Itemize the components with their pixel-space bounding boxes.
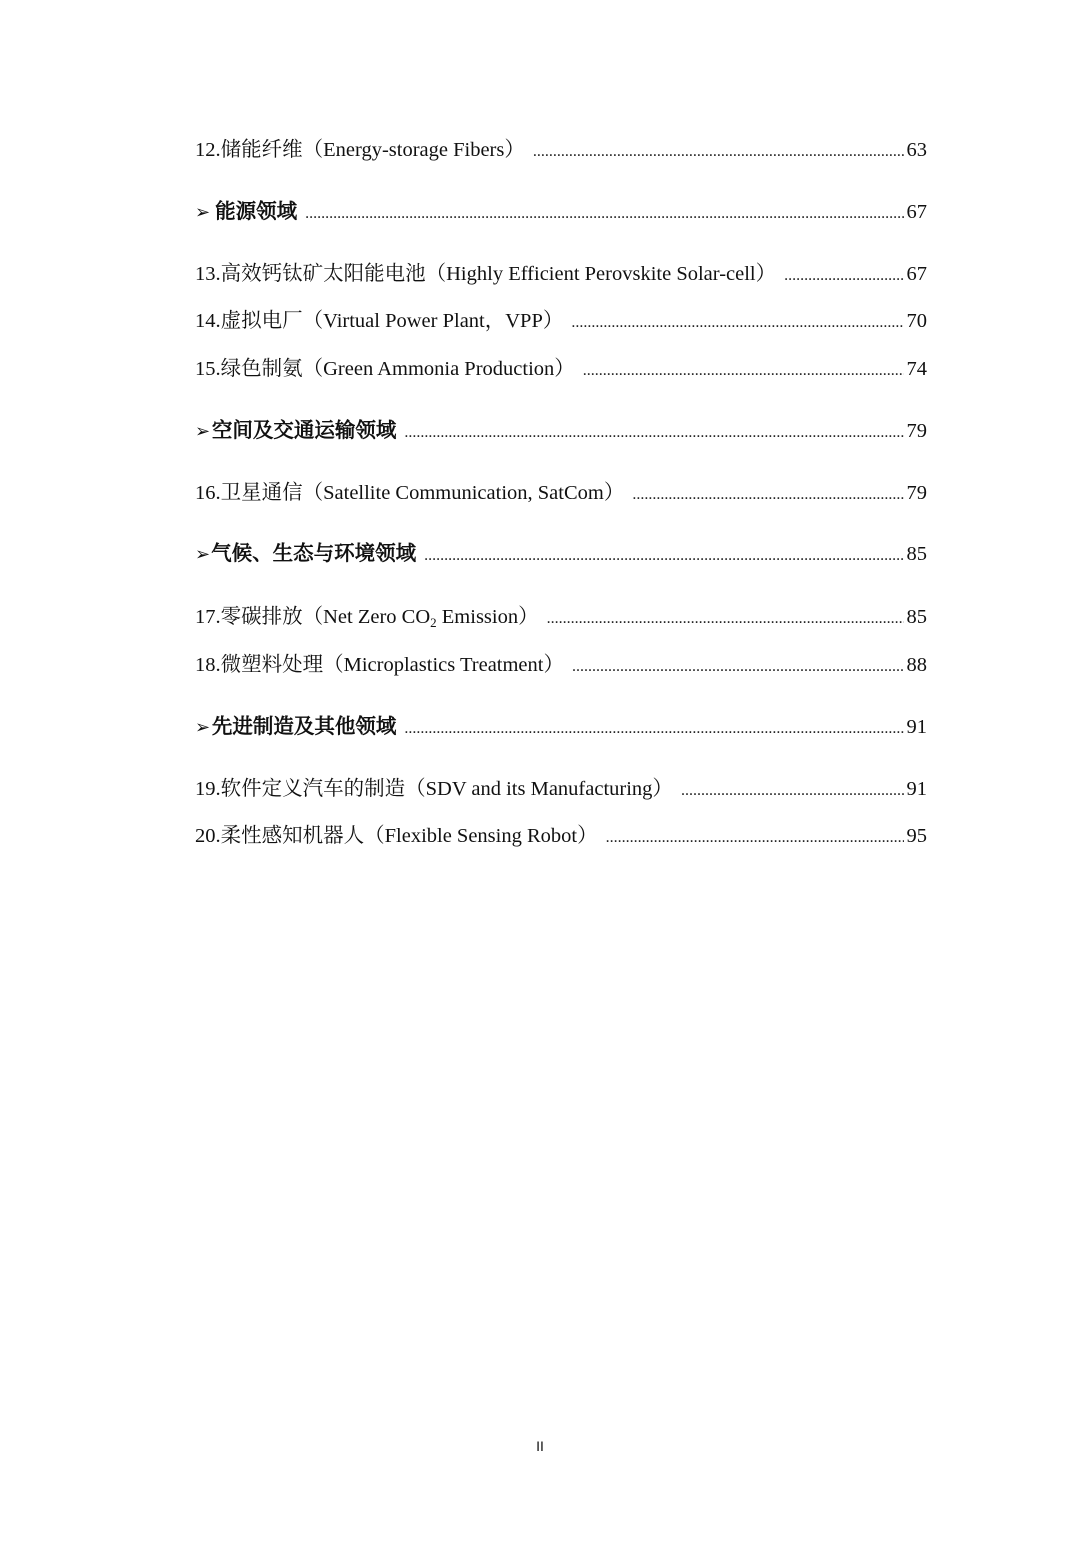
entry-number: 12.	[195, 139, 221, 161]
toc-entry-18[interactable]	[195, 651, 927, 681]
toc-entry-15[interactable]	[195, 355, 927, 385]
toc-section-energy[interactable]	[195, 198, 927, 228]
entry-number: 19.	[195, 778, 221, 800]
entry-page-number: 67	[906, 263, 927, 285]
entry-page-number: 88	[906, 654, 927, 676]
toc-section-climate-environment[interactable]	[195, 540, 927, 570]
arrow-bullet-icon: ➢	[195, 421, 211, 441]
dot-leader	[681, 775, 904, 805]
entry-number: 16.	[195, 482, 221, 504]
entry-number: 15.	[195, 358, 221, 380]
entry-number: 20.	[195, 825, 221, 847]
dot-leader	[305, 198, 903, 228]
section-title: 空间及交通运输领域	[211, 420, 397, 442]
dot-leader	[404, 713, 903, 743]
toc-entry-16[interactable]	[195, 479, 927, 509]
entry-page-number: 74	[906, 358, 927, 380]
section-title: 气候、生态与环境领域	[211, 543, 417, 565]
arrow-bullet-icon: ➢	[195, 717, 211, 737]
entry-title: 软件定义汽车的制造（SDV and its Manufacturing）	[220, 778, 673, 800]
dot-leader	[533, 136, 904, 166]
entry-number: 14.	[195, 310, 221, 332]
entry-number: 17.	[195, 606, 221, 628]
toc-entry-19[interactable]	[195, 775, 927, 805]
entry-number: 18.	[195, 654, 221, 676]
entry-title: 储能纤维（Energy-storage Fibers）	[220, 139, 525, 161]
footer-page-number: II	[536, 1438, 544, 1454]
toc-entry-20[interactable]	[195, 822, 927, 852]
toc-section-advanced-manufacturing[interactable]	[195, 713, 927, 743]
dot-leader	[424, 540, 903, 570]
toc-entry-12[interactable]	[195, 136, 927, 166]
arrow-bullet-icon: ➢	[195, 544, 211, 564]
section-page-number: 85	[906, 543, 927, 565]
dot-leader	[572, 651, 904, 681]
section-page-number: 67	[906, 201, 927, 223]
entry-title: 柔性感知机器人（Flexible Sensing Robot）	[220, 825, 598, 847]
toc-entry-17[interactable]	[195, 603, 927, 637]
section-page-number: 79	[906, 420, 927, 442]
toc-entry-13[interactable]	[195, 260, 927, 290]
subscript-text: 2	[430, 615, 437, 630]
arrow-bullet-icon: ➢	[195, 202, 211, 222]
entry-page-number: 91	[906, 778, 927, 800]
entry-number: 13.	[195, 263, 221, 285]
dot-leader	[583, 355, 904, 385]
dot-leader	[571, 307, 903, 337]
entry-title: 卫星通信（Satellite Communication, SatCom）	[220, 482, 625, 504]
entry-title: 高效钙钛矿太阳能电池（Highly Efficient Perovskite Solar-cell）	[220, 263, 777, 285]
dot-leader	[606, 822, 904, 852]
section-title: 能源领域	[215, 201, 298, 223]
entry-title-part: Emission）	[436, 606, 539, 628]
entry-page-number: 95	[906, 825, 927, 847]
dot-leader	[784, 260, 903, 290]
section-page-number: 91	[906, 716, 927, 738]
entry-title	[221, 603, 539, 637]
entry-title: 虚拟电厂（Virtual Power Plant，VPP）	[220, 310, 564, 332]
entry-page-number: 63	[906, 139, 927, 161]
entry-title-part: 零碳排放（Net Zero CO	[220, 606, 431, 628]
dot-leader	[547, 603, 904, 633]
entry-title: 绿色制氨（Green Ammonia Production）	[220, 358, 575, 380]
dot-leader	[404, 417, 903, 447]
toc-entry-14[interactable]	[195, 307, 927, 337]
entry-page-number: 79	[906, 482, 927, 504]
dot-leader	[632, 479, 903, 509]
toc-section-space-transport[interactable]	[195, 417, 927, 447]
entry-page-number: 70	[906, 310, 927, 332]
entry-title: 微塑料处理（Microplastics Treatment）	[220, 654, 564, 676]
section-title: 先进制造及其他领域	[211, 716, 397, 738]
entry-page-number: 85	[906, 606, 927, 628]
